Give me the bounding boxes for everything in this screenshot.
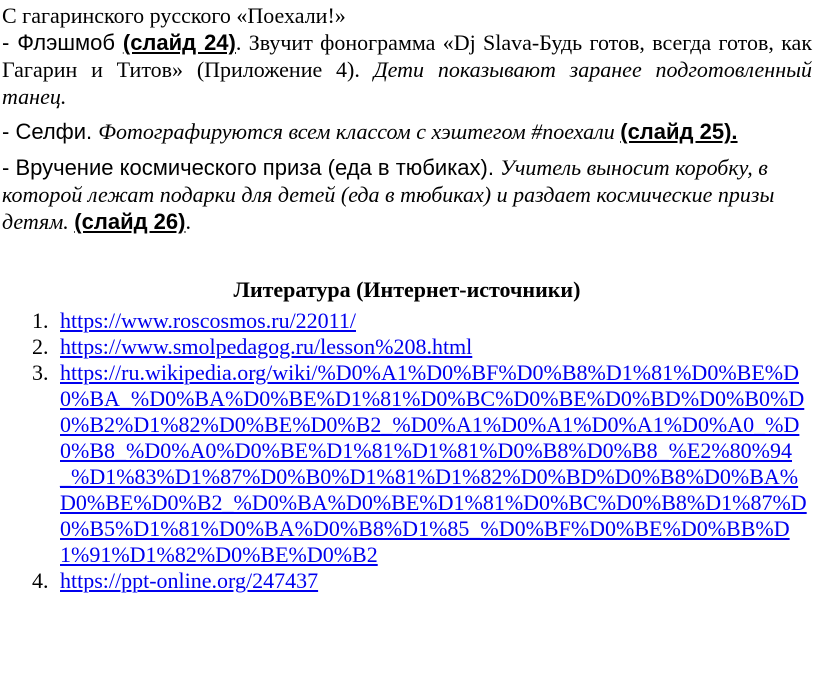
literature-item-number: 3. xyxy=(32,360,49,385)
literature-item xyxy=(2,308,812,334)
literature-link-ppt-online[interactable]: https://ppt-online.org/247437 xyxy=(60,568,319,593)
literature-item xyxy=(2,360,812,568)
literature-item xyxy=(2,334,812,360)
slide-25-reference: (слайд 25). xyxy=(620,119,738,144)
paragraph-selfie xyxy=(2,118,812,145)
flashmob-instruction: Дети показывают заранее подготовленный танец. xyxy=(2,57,813,109)
slide-24-reference: (слайд 24) xyxy=(122,30,236,55)
selfie-prefix: - Селфи. xyxy=(2,119,99,144)
literature-link-wikipedia[interactable]: https://ru.wikipedia.org/wiki/%D0%A1%D0%BF%D0%B8%D1%81%D0%BE%D0%BA_%D0%BA%D0%BE%D1%81%D0%BC%D0%BE%D0%BD%D0%B0%D0%B2%D1%82%D0%BE%D0%B2_%D0%A1%D0%A1%D0%A1%D0%A0_%D0%B8_%D0%A0%D0%BE%D1%81%D1%81%D0%B8%D0%B8_%E2%80%94_%D1%83%D1%87%D0%B0%D1%81%D1%82%D0%BD%D0%B8%D0%BA%D0%BE%D0%B2_%D0%BA%D0%BE%D1%81%D0%BC%D0%B8%D1%87%D0%B5%D1%81%D0%BA%D0%B8%D1%85_%D0%BF%D0%BE%D0%BB%D1%91%D1%82%D0%BE%D0%B2 xyxy=(60,360,807,567)
prize-suffix: . xyxy=(185,209,191,234)
flashmob-description: . Звучит фонограмма «Dj Slava-Будь готов, всегда готов, как Гагарин и Титов» (Приложение 4). xyxy=(2,30,813,82)
literature-list xyxy=(2,308,812,594)
literature-item-number: 2. xyxy=(32,334,49,359)
intro-text: С гагаринского русского «Поехали!» xyxy=(2,3,346,28)
literature-item-number: 4. xyxy=(32,568,49,593)
literature-item-number: 1. xyxy=(32,308,49,333)
literature-link-roscosmos[interactable]: https://www.roscosmos.ru/22011/ xyxy=(60,308,356,333)
slide-26-reference: (слайд 26) xyxy=(74,209,186,234)
literature-title: Литература (Интернет-источники) xyxy=(233,277,581,302)
prize-instruction: Учитель выносит коробку, в которой лежат подарки для детей (еда в тюбиках) и раздает космические призы детям. xyxy=(2,155,775,234)
prize-prefix: - Вручение космического приза (еда в тюбиках). xyxy=(2,155,501,180)
literature-item xyxy=(2,568,812,594)
flashmob-prefix: - Флэшмоб xyxy=(2,30,123,55)
paragraph-flashmob xyxy=(2,29,812,110)
paragraph-prize xyxy=(2,154,812,235)
selfie-instruction: Фотографируются всем классом с хэштегом #поехали xyxy=(98,119,615,144)
paragraph-intro xyxy=(2,2,812,29)
literature-link-smolpedagog[interactable]: https://www.smolpedagog.ru/lesson%208.html xyxy=(60,334,473,359)
